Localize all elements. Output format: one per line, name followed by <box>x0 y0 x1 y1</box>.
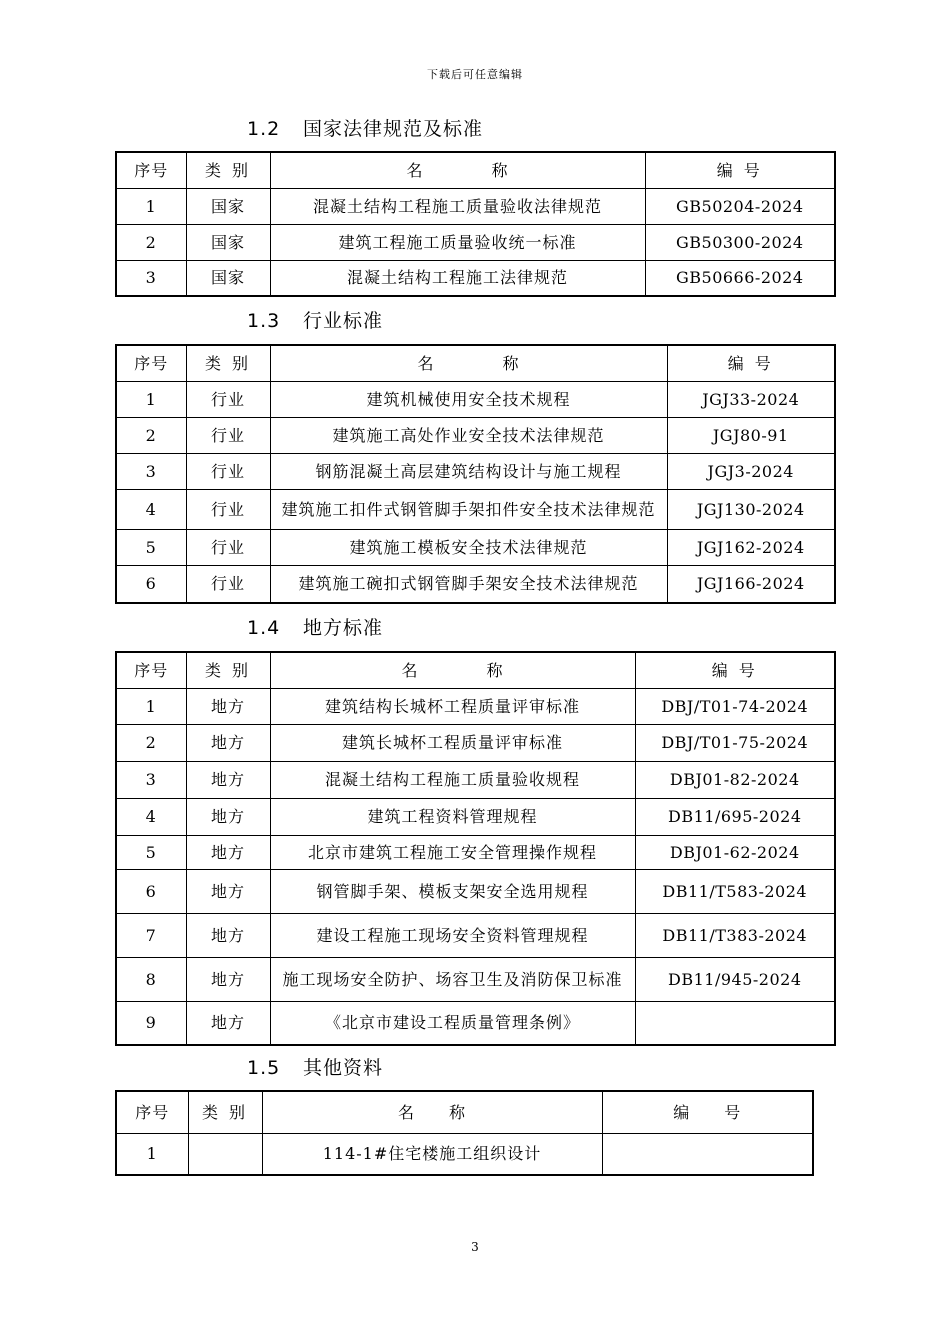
col-header-index: 序号 <box>116 1091 188 1133</box>
cell-index: 2 <box>116 417 186 453</box>
cell-code: GB50666-2024 <box>645 260 835 296</box>
cell-index: 4 <box>116 798 186 835</box>
cell-code <box>602 1133 813 1175</box>
col-header-code: 编 号 <box>602 1091 813 1133</box>
cell-index: 4 <box>116 489 186 529</box>
table-row <box>116 869 835 913</box>
section-title: 地方标准 <box>303 617 384 639</box>
cell-name: 建筑施工高处作业安全技术法律规范 <box>270 417 667 453</box>
table-row <box>116 688 835 724</box>
cell-name: 建筑工程资料管理规程 <box>270 798 635 835</box>
cell-index: 6 <box>116 565 186 603</box>
table-row <box>116 529 835 565</box>
cell-category: 国家 <box>186 224 270 260</box>
col-header-index: 序号 <box>116 652 186 688</box>
cell-name: 建设工程施工现场安全资料管理规程 <box>270 913 635 957</box>
section-heading-1-4 <box>247 613 383 640</box>
table-row <box>116 489 835 529</box>
col-header-category: 类 别 <box>188 1091 262 1133</box>
cell-index: 5 <box>116 529 186 565</box>
cell-name: 钢管脚手架、模板支架安全选用规程 <box>270 869 635 913</box>
industry-standards-table <box>115 344 836 604</box>
section-heading-1-5 <box>247 1053 383 1080</box>
cell-category: 地方 <box>186 913 270 957</box>
cell-category: 地方 <box>186 835 270 869</box>
cell-code: JGJ33-2024 <box>667 381 835 417</box>
cell-name: 混凝土结构工程施工法律规范 <box>270 260 645 296</box>
cell-index: 1 <box>116 381 186 417</box>
cell-index: 6 <box>116 869 186 913</box>
cell-index: 8 <box>116 957 186 1001</box>
col-header-name: 名 称 <box>270 652 635 688</box>
cell-index: 3 <box>116 761 186 798</box>
cell-category: 地方 <box>186 1001 270 1045</box>
section-number: 1.5 <box>247 1057 281 1079</box>
cell-name: 建筑施工模板安全技术法律规范 <box>270 529 667 565</box>
cell-code: DBJ/T01-74-2024 <box>635 688 835 724</box>
cell-code: DB11/T583-2024 <box>635 869 835 913</box>
cell-name: 施工现场安全防护、场容卫生及消防保卫标准 <box>270 957 635 1001</box>
cell-code: JGJ80-91 <box>667 417 835 453</box>
cell-index: 2 <box>116 224 186 260</box>
cell-category: 行业 <box>186 453 270 489</box>
section-title: 其他资料 <box>303 1057 384 1079</box>
table-row <box>116 1133 813 1175</box>
cell-name: 建筑结构长城杯工程质量评审标准 <box>270 688 635 724</box>
cell-category: 地方 <box>186 798 270 835</box>
cell-name: 混凝土结构工程施工质量验收规程 <box>270 761 635 798</box>
cell-index: 3 <box>116 260 186 296</box>
col-header-index: 序号 <box>116 345 186 381</box>
col-header-name: 名 称 <box>270 345 667 381</box>
table-row <box>116 724 835 761</box>
table-header-row <box>116 652 835 688</box>
cell-category: 行业 <box>186 417 270 453</box>
cell-code: DB11/695-2024 <box>635 798 835 835</box>
cell-name: 建筑工程施工质量验收统一标准 <box>270 224 645 260</box>
cell-category: 地方 <box>186 688 270 724</box>
cell-name: 钢筋混凝土高层建筑结构设计与施工规程 <box>270 453 667 489</box>
cell-code: DBJ01-82-2024 <box>635 761 835 798</box>
cell-index: 1 <box>116 1133 188 1175</box>
col-header-code: 编 号 <box>635 652 835 688</box>
cell-code: DBJ01-62-2024 <box>635 835 835 869</box>
section-number: 1.3 <box>247 310 281 332</box>
table-header-row <box>116 1091 813 1133</box>
table-row <box>116 1001 835 1045</box>
col-header-code: 编 号 <box>645 152 835 188</box>
header-note: 下载后可任意编辑 <box>427 68 523 81</box>
table-header-row <box>116 152 835 188</box>
cell-name: 混凝土结构工程施工质量验收法律规范 <box>270 188 645 224</box>
table-header-row <box>116 345 835 381</box>
col-header-category: 类 别 <box>186 152 270 188</box>
cell-category: 地方 <box>186 869 270 913</box>
cell-name: 建筑机械使用安全技术规程 <box>270 381 667 417</box>
cell-code: DB11/T383-2024 <box>635 913 835 957</box>
cell-index: 1 <box>116 688 186 724</box>
table-row <box>116 417 835 453</box>
table-row <box>116 761 835 798</box>
cell-index: 3 <box>116 453 186 489</box>
cell-name: 北京市建筑工程施工安全管理操作规程 <box>270 835 635 869</box>
cell-category: 地方 <box>186 957 270 1001</box>
cell-name: 建筑施工扣件式钢管脚手架扣件安全技术法律规范 <box>270 489 667 529</box>
section-title: 国家法律规范及标准 <box>303 118 484 140</box>
cell-category: 行业 <box>186 489 270 529</box>
cell-code: JGJ166-2024 <box>667 565 835 603</box>
cell-code: JGJ130-2024 <box>667 489 835 529</box>
cell-category: 国家 <box>186 188 270 224</box>
col-header-category: 类 别 <box>186 652 270 688</box>
cell-code: JGJ162-2024 <box>667 529 835 565</box>
cell-index: 7 <box>116 913 186 957</box>
cell-code: GB50300-2024 <box>645 224 835 260</box>
table-row <box>116 913 835 957</box>
col-header-index: 序号 <box>116 152 186 188</box>
table-row <box>116 835 835 869</box>
table-row <box>116 188 835 224</box>
other-materials-table <box>115 1090 814 1176</box>
table-row <box>116 224 835 260</box>
cell-code: JGJ3-2024 <box>667 453 835 489</box>
table-row <box>116 453 835 489</box>
cell-category: 行业 <box>186 381 270 417</box>
cell-name: 《北京市建设工程质量管理条例》 <box>270 1001 635 1045</box>
table-row <box>116 798 835 835</box>
cell-name: 建筑施工碗扣式钢管脚手架安全技术法律规范 <box>270 565 667 603</box>
cell-index: 9 <box>116 1001 186 1045</box>
table-row <box>116 957 835 1001</box>
col-header-code: 编 号 <box>667 345 835 381</box>
cell-index: 5 <box>116 835 186 869</box>
cell-category: 地方 <box>186 761 270 798</box>
cell-category: 国家 <box>186 260 270 296</box>
section-number: 1.2 <box>247 118 281 140</box>
cell-index: 1 <box>116 188 186 224</box>
col-header-category: 类 别 <box>186 345 270 381</box>
table-row <box>116 565 835 603</box>
cell-code: GB50204-2024 <box>645 188 835 224</box>
cell-category: 地方 <box>186 724 270 761</box>
section-title: 行业标准 <box>303 310 384 332</box>
cell-name: 114-1#住宅楼施工组织设计 <box>262 1133 602 1175</box>
cell-category: 行业 <box>186 529 270 565</box>
cell-index: 2 <box>116 724 186 761</box>
section-number: 1.4 <box>247 617 281 639</box>
section-heading-1-3 <box>247 306 383 333</box>
local-standards-table <box>115 651 836 1046</box>
col-header-name: 名 称 <box>262 1091 602 1133</box>
cell-name: 建筑长城杯工程质量评审标准 <box>270 724 635 761</box>
table-row <box>116 381 835 417</box>
cell-code: DBJ/T01-75-2024 <box>635 724 835 761</box>
table-row <box>116 260 835 296</box>
section-heading-1-2 <box>247 114 483 141</box>
national-standards-table <box>115 151 836 297</box>
cell-category: 行业 <box>186 565 270 603</box>
page-number: 3 <box>471 1240 479 1254</box>
cell-code <box>635 1001 835 1045</box>
cell-code: DB11/945-2024 <box>635 957 835 1001</box>
col-header-name: 名 称 <box>270 152 645 188</box>
cell-category <box>188 1133 262 1175</box>
